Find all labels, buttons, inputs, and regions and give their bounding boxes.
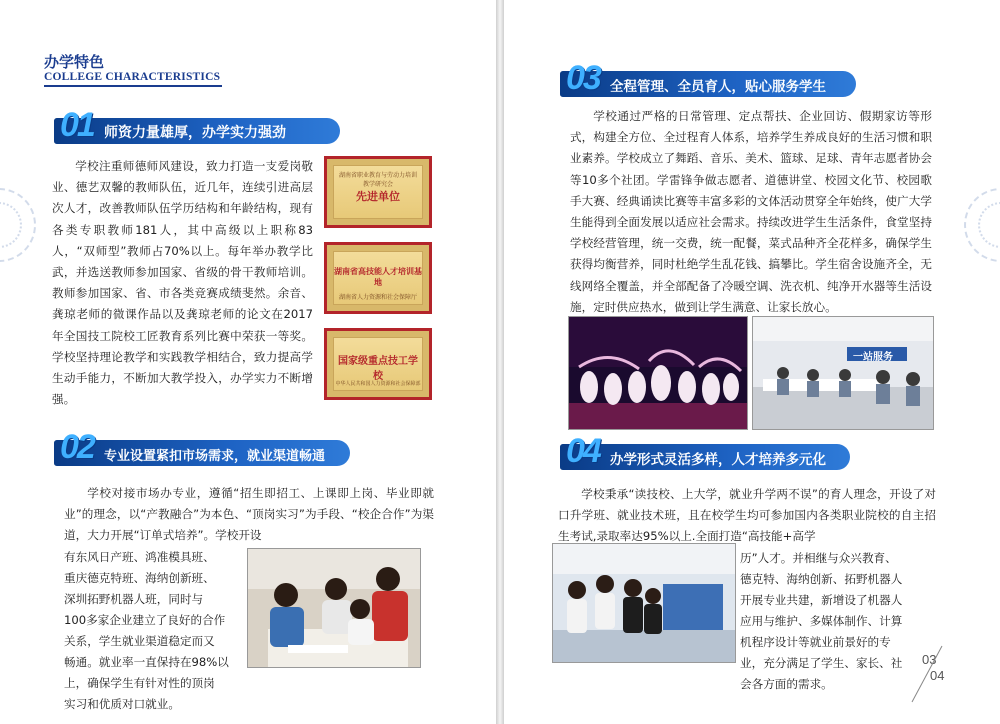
page-subtitle: COLLEGE CHARACTERISTICS — [44, 71, 222, 87]
section-04-number: 04 — [566, 432, 600, 470]
decorative-pattern — [964, 188, 1000, 262]
service-hall-photo — [752, 316, 934, 430]
section-02-number: 02 — [60, 428, 94, 466]
section-01-title: 师资力量雄厚，办学实力强劲 — [104, 125, 286, 141]
award-title: 湖南省高技能人才培训基地 — [334, 266, 422, 287]
robot-lab-photo — [552, 543, 736, 663]
award-title: 国家级重点技工学校 — [338, 356, 418, 382]
section-03-banner — [560, 59, 856, 97]
award-plaque-training-base: 湖南省高技能人才培训基地 湖南省人力资源和社会保障厅 — [324, 242, 432, 314]
section-02-paragraph-top: 学校对接市场办专业，遵循“招生即招工、上课即上岗、毕业即就业”的理念，以“产教融合”为本色、“顶岗实习”为手段、“校企合作”为渠道，大力开展“订单式培养”。学校开设 — [64, 486, 434, 543]
service-sign: 一站服务 — [853, 352, 893, 363]
page-number-left: 03 — [922, 652, 937, 667]
dance-performance-photo — [568, 316, 748, 430]
section-04-banner — [560, 432, 850, 470]
page-title: 办学特色 — [44, 53, 105, 71]
students-studying-photo — [247, 548, 421, 668]
section-03-title: 全程管理、全员育人，贴心服务学生 — [610, 79, 826, 95]
section-03-number: 03 — [566, 59, 600, 97]
section-03-paragraph: 学校通过严格的日常管理、定点帮扶、企业回访、假期家访等形式，构建全方位、全过程育人体系，培养学生养成良好的生活习惯和职业素养。学校成立了舞蹈、音乐、美术、篮球、足球、青年志愿者协会等10多个社团。学雷锋争做志愿者、道德讲堂、校园文化节、校园歌手大赛、经典诵读比赛等丰富多彩的文体活动贯穿全年始终，使广大学生能得到全面发展以适应社会需求。持续改进学生生活条件，食堂坚持学校经营管理，统一交费，统一配餐，菜式品种齐全花样多，确保学生获得均衡营养，同时杜绝学生乱花钱、搞攀比。学生宿舍设施齐全，无线网络全覆盖，并全部配备了冷暖空调、洗衣机、纯净开水器等生活设施，定时供应热水，做到让学生满意、让家长放心。 — [570, 109, 932, 314]
section-02-title: 专业设置紧扣市场需求，就业渠道畅通 — [104, 449, 326, 464]
award-title: 先进单位 — [356, 190, 400, 203]
decorative-pattern — [0, 188, 36, 262]
section-02-banner — [54, 428, 350, 466]
page-number-right: 04 — [930, 668, 945, 683]
right-page: 03 全程管理、全员育人，贴心服务学生 学校通过严格的日常管理、定点帮扶、企业回访、假期家访等形式，构建全方位、全过程育人体系，培养学生养成良好的生活习惯和职业素养。学校成立了舞蹈、音乐、美术、篮球、足球、青年志愿者协会等10多个社团。学雷锋争做志愿者、道德讲堂、校园文化节、校园歌手大赛、经典诵读比赛等丰富多彩的文体活动贯穿全年始终，使广大学生能得到全面发展以适应社会需求。持续改进学生生活条件，食堂坚持学校经营管理，统一交费，统一配餐，菜式品种齐全花样多，确保学生获得均衡营养，同时杜绝学生乱花钱、搞攀比。学生宿舍设施齐全，无线网络全覆盖，并全部配备了冷暖空调、洗衣机、纯净开水器等生活设施，定时供应热水，做到让学生满意、让家长放心。 一站服务 04 办学形式灵活多样，人才培养多元化 学校秉承“读技校、上大学，就业升学两不误”的育人理念，开设了对口升学班、就业技术班，且在校学生均可参加国内各类职业院校的自主招生考试,录取率达95%以上.全面打造“高技能+高学 历”人才。并相继与众兴教育、 德克特、海纳创新、拓野机器人 开展专业共建，新增设了机器人 应用与维护、多媒体制作、计算 机程序设计等就业前景好的专 业，充分满足了学生、家长、社 会各方面的需求。 03 04 — [504, 0, 1000, 724]
award-plaque-national-key-school: 国家级重点技工学校 中华人民共和国人力资源和社会保障部 — [324, 328, 432, 400]
book-spine — [496, 0, 504, 724]
left-page: 办学特色 COLLEGE CHARACTERISTICS 01 师资力量雄厚，办学实力强劲 学校注重师德师风建设，致力打造一支爱岗敬业、德艺双馨的教师队伍，近几年，连续引进高层次人才，改善教师队伍学历结构和年龄结构，现有各类专职教师181人，其中高级以上职称83人，“双师型”教师占70%以上。每年举办教学比武，并选送教师参加国家、省级的骨干教师培训。教师参加国家、省、市各类竞赛成绩斐然。余音、龚琼老师的微课作品以及龚琼老师的论文在2017年全国技工院校工匠教育系列比赛中荣获一等奖。学校坚持理论教学和实践教学相结合，致力提高学生动手能力，不断加大教学投入，办学实力不断增强。 湖南省职业教育与劳动力培训教学研究会 先进单位 湖南省高技能人才培训基地 湖南省人力资源和社会保障厅 国家级重点技工学校 中华人民共和国人力资源和社会保障部 02 专业设置紧扣市场需求，就业渠道畅通 学校对接市场办专业，遵循“招生即招工、上课即上岗、毕业即就业”的理念，以“产教融合”为本色、“顶岗实习”为手段、“校企合作”为渠道，大力开展“订单式培养”。学校开设 有东风日产班、鸿准模具班、 重庆德克特班、海纳创新班、 深圳拓野机器人班，同时与 100多家企业建立了良好的合作 关系，学生就业渠道稳定而又 畅通。就业率一直保持在98%以 上，确保学生有针对性的顶岗 实习和优质对口就业。 — [0, 0, 496, 724]
section-04-title: 办学形式灵活多样，人才培养多元化 — [610, 452, 826, 468]
section-01-banner — [54, 106, 340, 144]
section-01-paragraph: 学校注重师德师风建设，致力打造一支爱岗敬业、德艺双馨的教师队伍，近几年，连续引进高层次人才，改善教师队伍学历结构和年龄结构，现有各类专职教师181人，其中高级以上职称83人，“双师型”教师占70%以上。每年举办教学比武，并选送教师参加国家、省级的骨干教师培训。教师参加国家、省、市各类竞赛成绩斐然。余音、龚琼老师的微课作品以及龚琼老师的论文在2017年全国技工院校工匠教育系列比赛中荣获一等奖。学校坚持理论教学和实践教学相结合，致力提高学生动手能力，不断加大教学投入，办学实力不断增强。 — [52, 159, 313, 407]
award-plaque-advanced-unit: 湖南省职业教育与劳动力培训教学研究会 先进单位 — [324, 156, 432, 228]
section-01-number: 01 — [60, 106, 94, 144]
section-04-paragraph-top: 学校秉承“读技校、上大学，就业升学两不误”的育人理念，开设了对口升学班、就业技术班，且在校学生均可参加国内各类职业院校的自主招生考试,录取率达95%以上.全面打造“高技能+高学 — [558, 487, 936, 544]
